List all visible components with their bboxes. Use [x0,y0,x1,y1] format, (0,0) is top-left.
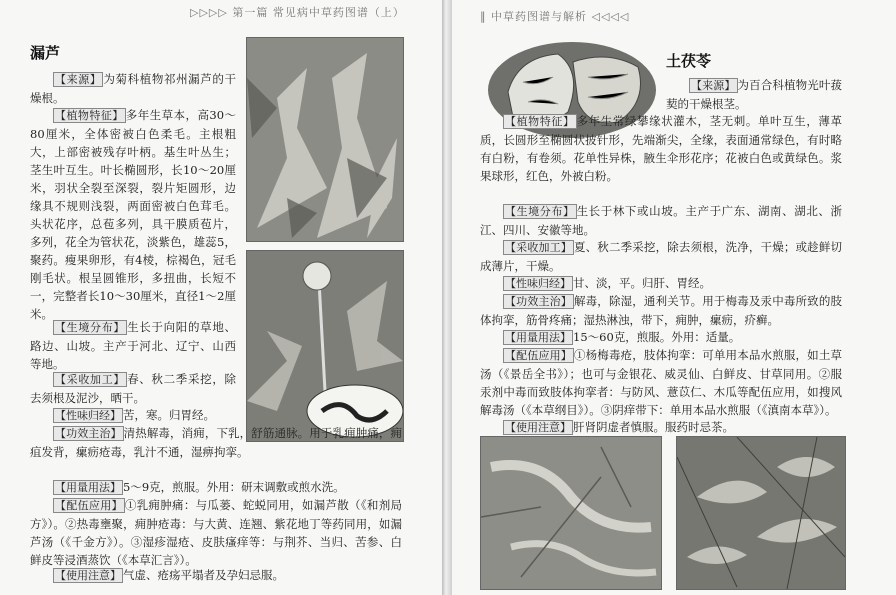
section-zhiwu-tezheng-r: 【植物特征】 多年生常绿攀缘状灌木，茎无刺。单叶互生，薄革质，长圆形至椭圆状披针形，先端渐尖，全缘，表面通常绿色，有时略有白粉，有卷须。花单性异株，腋生伞形花序；花被白色或黄绿色。浆果球形，红色，外被白粉。 [480,114,843,183]
section-gongxiao-zhuzhi: 【功效主治】 清热解毒，消痈，下乳，舒筋通脉。用于乳痈肿痛，痈疽发背，瘰疬疮毒，乳汁不通，湿痹拘挛。 [30,426,403,459]
section-shiyong-zhuyi: 【使用注意】 气虚、疮疡平塌者及孕妇忌服。 [55,568,284,582]
running-head-left: ▷▷▷▷ 第一篇 常见病中草药图谱（上） [190,6,405,19]
section-laiyuan: 【来源】 为菊科植物祁州漏芦的干燥根。 [30,72,237,105]
section-gongxiao-zhuzhi-r: 【功效主治】 解毒，除湿，通利关节。用于梅毒及汞中毒所致的肢体拘挛，筋骨疼痛；湿热淋浊，带下，痈肿，瘰疬，疥癣。 [480,294,843,327]
right-page [452,0,896,595]
loulu-plant-photo [246,37,404,242]
tufuling-rhizome-photo [480,436,662,590]
section-yongliang-yongfa: 【用量用法】 5～9克，煎服。外用：研末调敷或煎水洗。 [55,480,345,494]
section-peiwu-yingyong: 【配伍应用】 ①乳痈肿痛：与瓜蒌、蛇蜕同用，如漏芦散（《和剂局方》）。②热毒壅聚，痈肿疮毒：与大黄、连翘、紫花地丁等药同用，如漏芦汤（《千金方》）。③湿疹湿疮、皮肤瘙痒等：与荆芥、当归、苦参、白鲜皮等浸酒蒸饮（《本草汇言》）。 [30,498,402,567]
section-shengjing-fenbu: 【生境分布】 生长于向阳的草地、路边、山坡。主产于河北、辽宁、山西等地。 [30,320,237,371]
section-shengjing-fenbu-r: 【生境分布】 生长于林下或山坡。主产于广东、湖南、湖北、浙江、四川、安徽等地。 [480,204,843,237]
tufuling-plant-photo [676,436,846,590]
section-zhiwu-tezheng: 【植物特征】 多年生草本，高30～80厘米，全体密被白色柔毛。主根粗大，上部密被残存叶柄。基生叶丛生；茎生叶互生。叶长椭圆形，长10～20厘米，羽状全裂至深裂，裂片矩圆形，边缘具不规则浅裂，两面密被白色茸毛。头状花序，总苞多列，具干膜质苞片，多列，花全为管状花，淡紫色，雄蕊5，聚药。瘦果卵形，有4棱，棕褐色，冠毛刚毛状。根呈圆锥形，多扭曲，长短不一，完整者长10～30厘米，直径1～2厘米。 [30,108,237,321]
herb-title-loulu: 漏芦 [30,44,61,62]
section-peiwu-yingyong-r: 【配伍应用】 ①杨梅毒疮，肢体拘挛：可单用本品水煎服，如土草汤（《景岳全书》）；也可与金银花、威灵仙、白鲜皮、甘草同用。②服汞剂中毒而致肢体拘挛者：与防风、薏苡仁、木瓜等配伍应用，如搜风解毒汤（《本草纲目》）。③阴痒带下：单用本品水煎服（《滇南本草》）。 [480,348,843,417]
section-caishou-jiagong: 【采收加工】 春、秋二季采挖，除去须根及泥沙，晒干。 [30,372,237,405]
book-gutter [442,0,452,595]
section-yongliang-yongfa-r: 【用量用法】 15～60克，煎服。外用：适量。 [505,330,741,344]
section-laiyuan-r: 【来源】 为百合科植物光叶菝葜的干燥根茎。 [666,78,842,111]
running-head-right: ‖ 中草药图谱与解析 ◁◁◁◁ [480,10,630,23]
section-xingwei-guijing-r: 【性味归经】 甘、淡，平。归肝、胃经。 [505,276,711,290]
left-page [0,0,442,595]
loulu-flower-photo [246,250,404,442]
herb-title-tufuling: 土茯苓 [666,52,712,70]
section-xingwei-guijing: 【性味归经】 苦，寒。归胃经。 [55,408,215,422]
section-caishou-jiagong-r: 【采收加工】 夏、秋二季采挖，除去须根，洗净，干燥；或趁鲜切成薄片，干燥。 [480,240,843,273]
section-shiyong-zhuyi-r: 【使用注意】 肝肾阴虚者慎服。服药时忌茶。 [505,420,734,434]
